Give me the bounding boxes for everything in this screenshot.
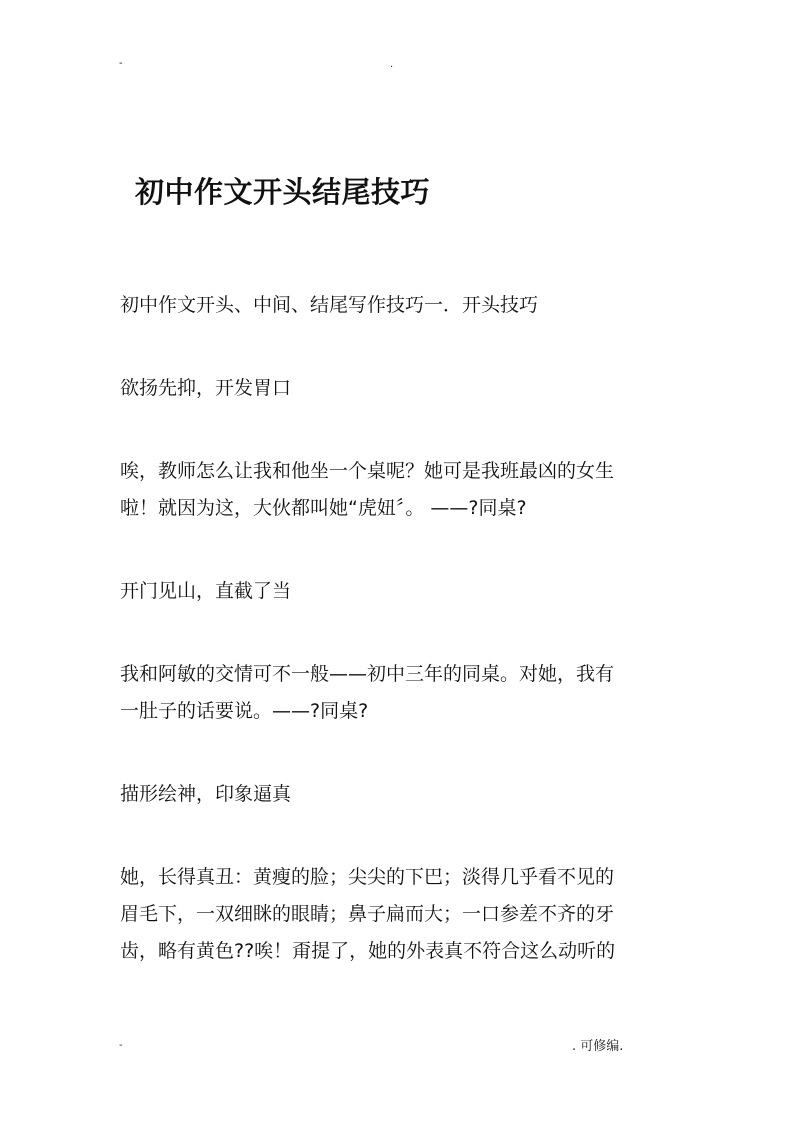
footer-left-mark: - — [119, 1040, 123, 1051]
paragraph-line: 眉毛下，一双细眯的眼睛；鼻子扁而大；一口参差不齐的牙 — [120, 903, 615, 925]
paragraph-example-1 — [120, 453, 680, 527]
subheading-direct — [120, 573, 680, 610]
paragraph-line: 一肚子的话要说。——?同桌? — [120, 700, 369, 722]
subheading-contrast — [120, 370, 680, 407]
paragraph-line: 啦！就因为这，大伙都叫她“虎妞〞。 ——?同桌? — [120, 497, 527, 519]
paragraph-example-2 — [120, 656, 680, 730]
header-left-mark: - — [119, 58, 123, 69]
paragraph-line: 初中作文开头、中间、结尾写作技巧一．开头技巧 — [120, 294, 539, 316]
header-center-mark: . — [390, 59, 394, 70]
paragraph-line: 她，长得真丑：黄瘦的脸；尖尖的下巴；淡得几乎看不见的 — [120, 866, 615, 888]
document-body — [120, 287, 680, 970]
paragraph-line: 齿，略有黄色??唉！甭提了，她的外表真不符合这么动听的 — [120, 940, 616, 962]
document-title: 初中作文开头结尾技巧 — [135, 175, 431, 209]
paragraph-line: 描形绘神，印象逼真 — [120, 783, 292, 805]
footer-note: . 可修编. — [572, 1039, 624, 1054]
paragraph-line: 我和阿敏的交情可不一般——初中三年的同桌。对她，我有 — [120, 663, 615, 685]
paragraph-line: 欲扬先抑，开发胃口 — [120, 377, 292, 399]
paragraph-intro — [120, 287, 680, 324]
paragraph-line: 开门见山，直截了当 — [120, 580, 292, 602]
paragraph-line: 唉，教师怎么让我和他坐一个桌呢？她可是我班最凶的女生 — [120, 460, 615, 482]
paragraph-example-3 — [120, 859, 680, 970]
subheading-description — [120, 776, 680, 813]
